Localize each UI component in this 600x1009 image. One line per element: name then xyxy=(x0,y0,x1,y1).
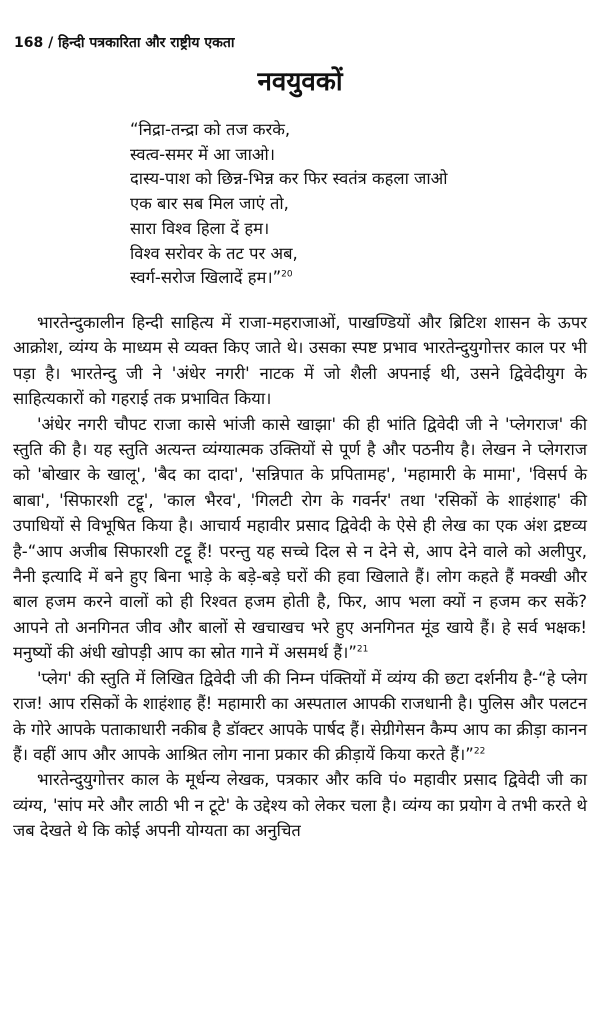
poem-line: स्वत्व-समर में आ जाओ। xyxy=(130,144,275,164)
running-header xyxy=(14,34,235,52)
poem-title: नवयुवकों xyxy=(257,67,343,97)
poem-line: विश्व सरोवर के तट पर अब, xyxy=(130,243,298,263)
footnote-marker: 20 xyxy=(281,269,293,280)
footnote-marker: 22 xyxy=(473,746,486,757)
page-number: 168 xyxy=(14,35,44,51)
poem-block xyxy=(130,118,570,291)
paragraph-text: भारतेन्दुकालीन हिन्दी साहित्य में राजा-महराजाओं, पाखण्डियों और ब्रिटिश शासन के ऊपर आक्रोश, व्यंग्य के माध्यम से व्यक्त किए जाते थे। उसका स्पष्ट प्रभाव भारतेन्दुयुगोत्तर काल पर भी पड़ा है। भारतेन्दु जी ने 'अंधेर नगरी' नाटक में जो शैली अपनाई थी, उसने द्विवेदीयुग के साहित्यकारों को गहराई तक प्रभावित किया। xyxy=(13,313,587,409)
paragraph-text: 'प्लेग' की स्तुति में लिखित द्विवेदी जी की निम्न पंक्तियों में व्यंग्य की छटा दर्शनीय है-“हे प्लेग राज! आप रसिकों के शाहंशाह हैं! महामारी का अस्पताल आपकी राजधानी है। पुलिस और पलटन के गोरे आपके पताकाधारी नकीब है डॉक्टर आपके पार्षद हैं। सेग्रीगेसन कैम्प आप का क्रीड़ा कानन हैं। वहीं आप और आपके आश्रित लोग नाना प्रकार की क्रीड़ायें किया करते हैं।” xyxy=(13,668,587,764)
poem-line: “निद्रा-तन्द्रा को तज करके, xyxy=(130,120,291,139)
paragraph-text: 'अंधेर नगरी चौपट राजा कासे भांजी कासे खाझा' की ही भांति द्विवेदी जी ने 'प्लेगराज' की स्तुति की है। यह स्तुति अत्यन्त व्यंग्यात्मक उक्तियों से पूर्ण है और पठनीय है। लेखन ने प्लेगराज को 'बोखार के खालू', 'बैद का दादा', 'सन्निपात के प्रपितामह', 'महामारी के मामा', 'विसर्प के बाबा', 'सिफारशी टट्टू', 'काल भैरव', 'गिलटी रोग के गवर्नर' तथा 'रसिकों के शाहंशाह' की उपाधियों से विभूषित किया है। आचार्य महावीर प्रसाद द्विवेदी के ऐसे ही लेख का एक अंश द्रष्टव्य है-“आप अजीब सिफारशी टट्टू हैं! परन्तु यह सच्चे दिल से न देने से, आप देने वाले को अलीपुर, नैनी इत्यादि में बने हुए बिना भाड़े के बड़े-बड़े घरों की हवा खिलाते हैं। लोग कहते हैं मक्खी और बाल हजम करने वालों को ही रिश्वत हजम होती है, फिर, आप भला क्यों न हजम कर सकें? आपने तो अनगिनत जीव और बालों से खचाखच भरे हुए अनगिनत मूंड खाये हैं। हे सर्व भक्षक! मनुष्यों की अंधी खोपड़ी आप का स्रोत गाने में असमर्थ हैं।” xyxy=(13,414,587,663)
running-title: हिन्दी पत्रकारिता और राष्ट्रीय एकता xyxy=(58,35,235,51)
poem-line-last xyxy=(130,266,570,291)
footnote-marker: 21 xyxy=(356,644,369,655)
poem-line: दास्य-पाश को छिन्न-भिन्न कर फिर स्वतंत्र कहला जाओ xyxy=(130,169,448,189)
poem-line: एक बार सब मिल जाएं तो, xyxy=(130,194,289,214)
paragraph xyxy=(13,666,587,768)
paragraph xyxy=(13,767,587,843)
poem-line: सारा विश्व हिला दें हम। xyxy=(130,218,270,238)
body-text xyxy=(13,310,587,844)
header-separator: / xyxy=(48,35,54,51)
poem-line-text: स्वर्ग-सरोज खिलादें हम।” xyxy=(130,268,282,288)
paragraph-text: भारतेन्दुयुगोत्तर काल के मूर्धन्य लेखक, पत्रकार और कवि पं० महावीर प्रसाद द्विवेदी जी का व्यंग्य, 'सांप मरे और लाठी भी न टूटे' के उद्देश्य को लेकर चला है। व्यंग्य का प्रयोग वे तभी करते थे जब देखते थे कि कोई अपनी योग्यता का अनुचित xyxy=(13,770,587,841)
paragraph xyxy=(13,310,587,412)
paragraph xyxy=(13,412,587,666)
